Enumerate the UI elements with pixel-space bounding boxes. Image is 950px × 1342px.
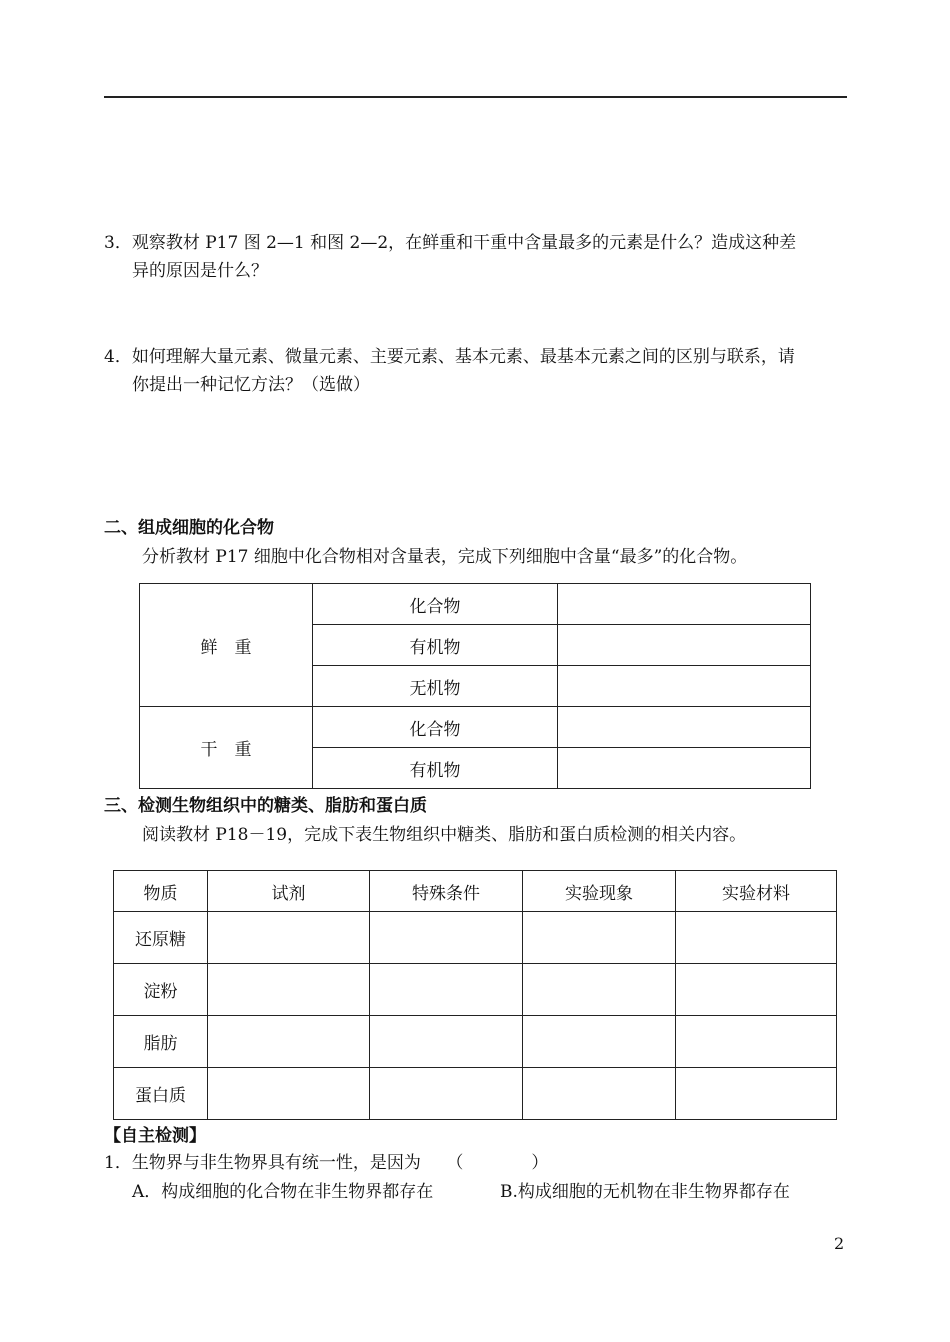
answer-cell[interactable] — [558, 707, 811, 748]
substance-cell: 蛋白质 — [114, 1068, 208, 1120]
table-row — [140, 707, 811, 748]
option-a[interactable]: A．构成细胞的化合物在非生物界都存在 — [132, 1182, 434, 1202]
substance-cell: 淀粉 — [114, 964, 208, 1016]
question-3-line-1: 3．观察教材 P17 图 2—1 和图 2—2，在鲜重和干重中含量最多的元素是什么？造成这种差 — [104, 233, 797, 253]
section-3-heading: 三、检测生物组织中的糖类、脂肪和蛋白质 — [104, 796, 427, 816]
answer-cell[interactable] — [558, 584, 811, 625]
compound-type-cell: 有机物 — [313, 625, 558, 666]
page-number: 2 — [834, 1234, 845, 1253]
question-3-line-2: 异的原因是什么？ — [132, 261, 268, 281]
self-test-question-1: 1．生物界与非生物界具有统一性，是因为 （ ） — [104, 1153, 549, 1173]
compound-type-cell: 化合物 — [313, 584, 558, 625]
answer-cell[interactable] — [370, 1016, 523, 1068]
answer-cell[interactable] — [370, 912, 523, 964]
answer-cell[interactable] — [370, 1068, 523, 1120]
answer-cell[interactable] — [523, 964, 676, 1016]
answer-cell[interactable] — [208, 964, 370, 1016]
dry-weight-label: 干 重 — [140, 707, 313, 789]
self-test-heading: 【自主检测】 — [104, 1126, 206, 1146]
table-row — [114, 1068, 837, 1120]
detection-table — [113, 870, 837, 1120]
answer-cell[interactable] — [208, 1068, 370, 1120]
answer-cell[interactable] — [676, 912, 837, 964]
compound-type-cell: 化合物 — [313, 707, 558, 748]
table-header-row — [114, 871, 837, 912]
compound-type-cell: 无机物 — [313, 666, 558, 707]
section-2-intro: 分析教材 P17 细胞中化合物相对含量表，完成下列细胞中含量“最多”的化合物。 — [142, 547, 748, 567]
question-4-line-2: 你提出一种记忆方法？（选做） — [132, 375, 370, 395]
answer-cell[interactable] — [558, 748, 811, 789]
option-b[interactable]: B.构成细胞的无机物在非生物界都存在 — [500, 1182, 790, 1202]
section-3-intro: 阅读教材 P18－19，完成下表生物组织中糖类、脂肪和蛋白质检测的相关内容。 — [142, 825, 747, 845]
answer-cell[interactable] — [370, 964, 523, 1016]
question-4-line-1: 4．如何理解大量元素、微量元素、主要元素、基本元素、最基本元素之间的区别与联系，请 — [104, 347, 795, 367]
answer-cell[interactable] — [523, 1068, 676, 1120]
table-row — [114, 912, 837, 964]
table-row — [114, 964, 837, 1016]
table-row — [114, 1016, 837, 1068]
answer-cell[interactable] — [676, 964, 837, 1016]
substance-cell: 脂肪 — [114, 1016, 208, 1068]
answer-cell[interactable] — [523, 912, 676, 964]
answer-cell[interactable] — [208, 912, 370, 964]
compound-type-cell: 有机物 — [313, 748, 558, 789]
section-2-heading: 二、组成细胞的化合物 — [104, 518, 274, 538]
header-rule — [104, 96, 847, 98]
header-special-condition: 特殊条件 — [370, 871, 523, 912]
header-material: 实验材料 — [676, 871, 837, 912]
answer-cell[interactable] — [523, 1016, 676, 1068]
substance-cell: 还原糖 — [114, 912, 208, 964]
table-row — [140, 584, 811, 625]
fresh-weight-label: 鲜 重 — [140, 584, 313, 707]
header-reagent: 试剂 — [208, 871, 370, 912]
compound-content-table — [139, 583, 811, 789]
header-substance: 物质 — [114, 871, 208, 912]
answer-cell[interactable] — [208, 1016, 370, 1068]
answer-cell[interactable] — [558, 625, 811, 666]
answer-cell[interactable] — [676, 1068, 837, 1120]
header-phenomenon: 实验现象 — [523, 871, 676, 912]
answer-cell[interactable] — [558, 666, 811, 707]
answer-cell[interactable] — [676, 1016, 837, 1068]
